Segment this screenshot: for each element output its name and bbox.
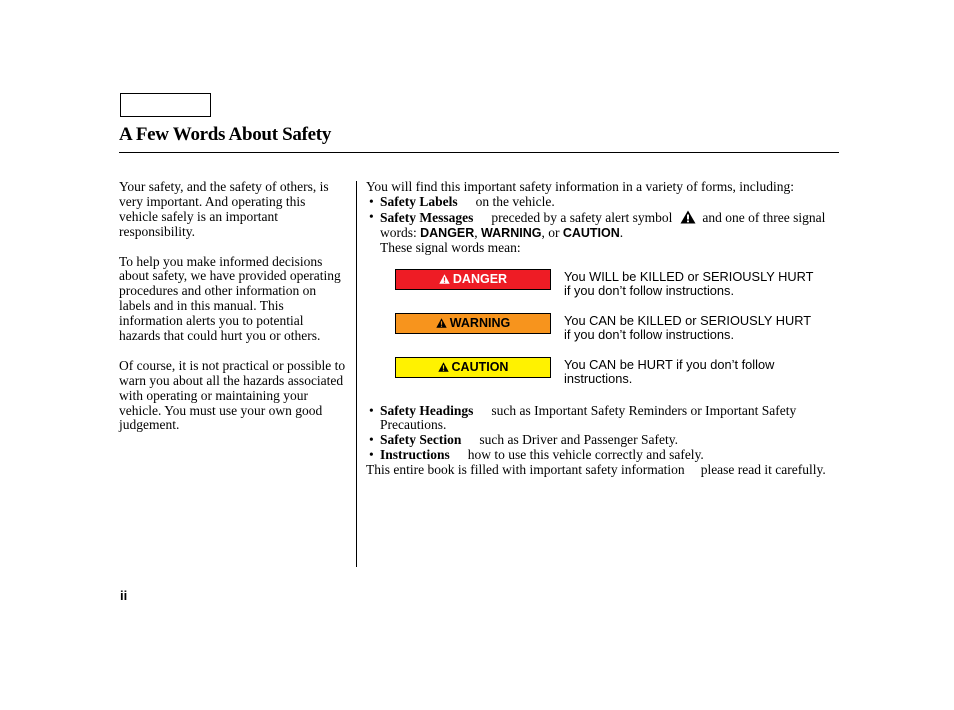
warning-label: WARNING [449,315,511,330]
warning-badge [395,313,551,334]
right-column [366,180,828,478]
warning-triangle-icon [439,274,450,284]
list-item [366,448,828,463]
bullet-text: such as Driver and Passenger Safety. [479,432,678,448]
left-paragraph-1: Your safety, and the safety of others, is very important. And operating this vehicle safely is an important responsibility. [119,179,329,239]
bullet-dot: • [369,193,374,209]
left-column [119,180,347,448]
safety-alert-icon [680,210,696,224]
list-item [366,210,828,256]
danger-label: DANGER [452,271,508,286]
bullet-term: Safety Messages [380,209,474,225]
separator: , or [541,224,563,240]
bullet-text: preceded by a safety alert symbol [491,209,673,225]
signal-row-warning [395,314,828,358]
page-number: ii [120,588,128,603]
danger-meaning: You WILL be KILLED or SERIOUSLY HURT if you don’t follow instructions. [564,268,814,299]
column-divider [356,181,357,567]
bullet-dot: • [369,432,374,448]
bullet-term: Safety Labels [380,193,458,209]
list-item [366,404,828,434]
caution-badge [395,357,551,378]
caution-meaning: You CAN be HURT if you don’t follow instructions. [564,356,775,387]
left-paragraph-2: To help you make informed decisions about safety, we have provided operating procedures and other information on labels and in this manual. This information alerts you to potential hazards that could hurt you or others. [119,253,341,344]
bullet-term: Instructions [380,447,450,463]
signal-row-danger [395,270,828,314]
closing-text-a: This entire book is filled with important safety information [366,462,685,478]
left-paragraph-3: Of course, it is not practical or possible to warn you about all the hazards associated with operating or maintaining your vehicle. You must use your own good judgement. [119,357,346,433]
bullet-dot: • [369,447,374,463]
intro-text: You will find this important safety information in a variety of forms, including: [366,179,794,194]
signal-word-warning: WARNING [481,225,542,240]
warning-triangle-icon [438,362,449,372]
bullet-dot: • [369,402,374,418]
title-rule [119,152,839,153]
list-item [366,195,828,210]
closing-paragraph [366,463,828,478]
bullet-text: such as Important Safety Reminders or Important Safety Precautions. [380,402,797,433]
signal-word-caution: CAUTION [562,225,620,240]
list-item [366,433,828,448]
bullet-dot: • [369,208,374,224]
signal-word-danger: DANGER [420,225,475,240]
warning-triangle-icon [436,318,447,328]
bullet-term: Safety Section [380,432,462,448]
section-tab-box [120,93,211,117]
separator: , [474,224,482,240]
bullet-text: on the vehicle. [475,193,555,209]
bullet-term: Safety Headings [380,402,474,418]
signal-row-caution [395,358,828,402]
caution-label: CAUTION [451,359,509,374]
closing-text-b: please read it carefully. [700,462,826,478]
bullet-text: how to use this vehicle correctly and safely. [467,447,704,463]
more-list [366,404,828,464]
period: . [619,224,624,240]
page-title: A Few Words About Safety [119,124,332,145]
signal-word-list [395,270,828,402]
danger-badge [395,269,551,290]
bullet-line-2: These signal words mean: [380,239,521,255]
warning-meaning: You CAN be KILLED or SERIOUSLY HURT if you don’t follow instructions. [564,312,811,343]
bullet-text-after: and one of three signal words: [380,209,826,240]
